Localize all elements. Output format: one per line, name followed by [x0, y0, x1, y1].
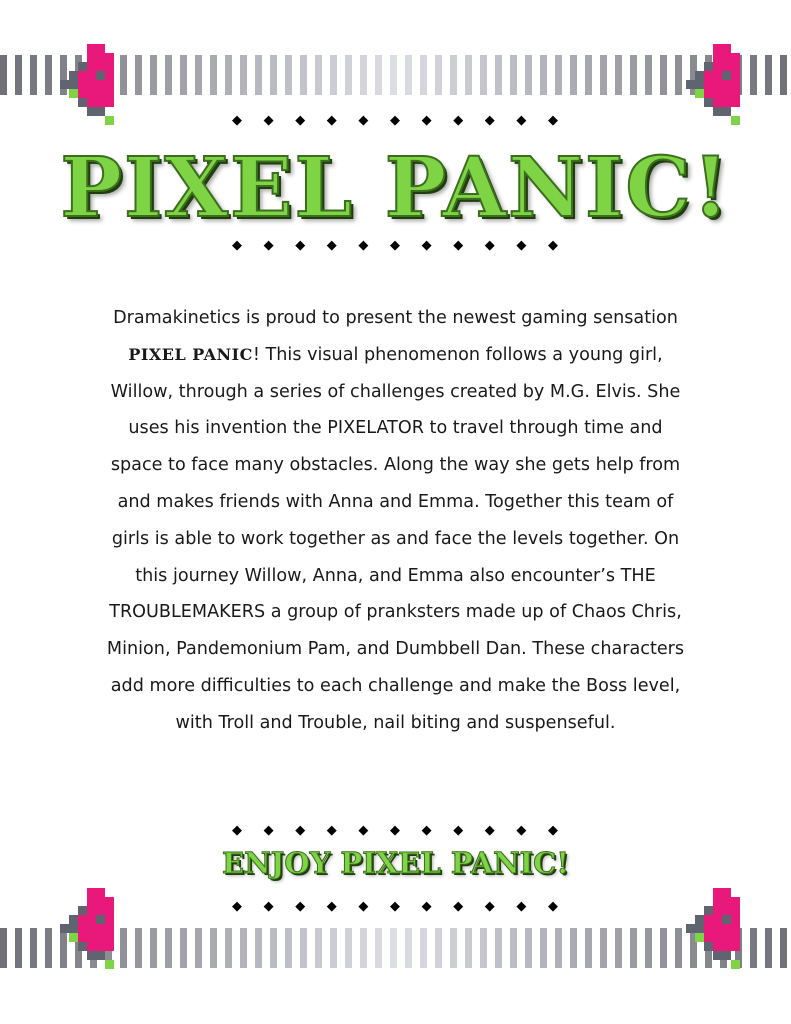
- diamond-bullet: ◆: [421, 238, 432, 253]
- stripe-bar: [765, 55, 772, 95]
- stripe-bar: [450, 928, 457, 968]
- stripe-bar: [375, 928, 382, 968]
- diamond-bullet: ◆: [484, 823, 495, 838]
- stripe-bar: [660, 928, 667, 968]
- sprite-pixel: [722, 942, 731, 951]
- stripe-bar: [15, 928, 22, 968]
- diamond-bullet: ◆: [358, 823, 369, 838]
- sprite-pixel: [713, 53, 722, 62]
- stripe-bar: [240, 55, 247, 95]
- diamond-bullet: ◆: [390, 899, 400, 914]
- stripe-bar: [330, 55, 337, 95]
- sprite-pixel: [695, 80, 704, 89]
- stripe-bar: [540, 55, 547, 95]
- diamond-bullet: ◆: [232, 238, 242, 253]
- sprite-pixel: [69, 71, 78, 80]
- diamond-bullet: ◆: [295, 113, 306, 128]
- sprite-pixel: [105, 942, 114, 951]
- sprite-pixel: [704, 942, 713, 951]
- stripe-bar: [15, 55, 22, 95]
- stripe-bar: [510, 928, 517, 968]
- sprite-pixel: [704, 80, 713, 89]
- stripe-bar: [210, 55, 217, 95]
- sprite-pixel: [713, 924, 722, 933]
- diamond-bullet: ◆: [516, 899, 527, 914]
- sprite-pixel: [87, 80, 96, 89]
- stripe-bar: [540, 928, 547, 968]
- sprite-pixel: [96, 888, 105, 897]
- stripe-bar: [180, 928, 187, 968]
- stripe-bar: [570, 928, 577, 968]
- description-inline-title: PIXEL PANIC: [128, 344, 253, 364]
- stripe-bar: [285, 928, 292, 968]
- sprite-pixel: [713, 888, 722, 897]
- stripe-bar: [465, 928, 472, 968]
- sprite-pixel: [731, 924, 740, 933]
- stripe-bar: [420, 55, 427, 95]
- description-lead: Dramakinetics is proud to present the newest gaming sensation: [113, 308, 678, 328]
- stripe-bar: [405, 55, 412, 95]
- diamond-row-bottom: [0, 897, 791, 917]
- sprite-pixel: [704, 933, 713, 942]
- sprite-pixel: [105, 98, 114, 107]
- diamond-bullet: ◆: [326, 899, 337, 914]
- sprite-pixel: [695, 924, 704, 933]
- stripe-bar: [165, 55, 172, 95]
- stripe-bar: [330, 928, 337, 968]
- diamond-bullet: ◆: [232, 899, 242, 914]
- sprite-pixel: [713, 44, 722, 53]
- sprite-pixel: [713, 89, 722, 98]
- sprite-pixel: [87, 89, 96, 98]
- sprite-pixel: [69, 924, 78, 933]
- stripe-bar: [405, 928, 412, 968]
- stripe-bar: [780, 55, 787, 95]
- sprite-pixel: [731, 80, 740, 89]
- diamond-bullet: ◆: [326, 238, 337, 253]
- sprite-pixel: [105, 71, 114, 80]
- sprite-pixel: [105, 960, 114, 969]
- stripe-bar: [270, 55, 277, 95]
- sprite-pixel: [713, 71, 722, 80]
- diamond-bullet: ◆: [516, 823, 527, 838]
- footer-title: ENJOY PIXEL PANIC!: [222, 846, 569, 880]
- stripe-bar: [45, 928, 52, 968]
- sprite-pixel: [96, 942, 105, 951]
- stripe-bar: [165, 928, 172, 968]
- sprite-pixel: [704, 71, 713, 80]
- stripe-bar: [630, 928, 637, 968]
- diamond-bullet: ◆: [295, 238, 306, 253]
- diamond-bullet: ◆: [263, 823, 274, 838]
- sprite-pixel: [731, 960, 740, 969]
- stripe-bar: [345, 928, 352, 968]
- diamond-bullet: ◆: [484, 238, 495, 253]
- sprite-pixel: [96, 62, 105, 71]
- stripe-bar: [390, 55, 397, 95]
- sprite-pixel: [731, 89, 740, 98]
- sprite-pixel: [78, 933, 87, 942]
- diamond-bullet: ◆: [390, 823, 400, 838]
- diamond-bullet: ◆: [421, 899, 432, 914]
- diamond-bullet: ◆: [421, 823, 432, 838]
- stripe-bar: [510, 55, 517, 95]
- stripe-bar: [240, 928, 247, 968]
- sprite-pixel: [722, 951, 731, 960]
- stripe-bar: [630, 55, 637, 95]
- stripe-bar: [315, 928, 322, 968]
- stripe-bar: [135, 55, 142, 95]
- sprite-pixel: [78, 89, 87, 98]
- diamond-row-above-footer: [0, 821, 791, 841]
- diamond-bullet: ◆: [453, 238, 464, 253]
- stripe-bar: [360, 55, 367, 95]
- sprite-pixel: [87, 53, 96, 62]
- diamond-bullet: ◆: [548, 113, 558, 128]
- stripe-bar: [750, 928, 757, 968]
- sprite-pixel: [686, 80, 695, 89]
- diamond-bullet: ◆: [453, 823, 464, 838]
- sprite-pixel: [96, 98, 105, 107]
- stripe-bar: [435, 928, 442, 968]
- stripe-bar: [150, 55, 157, 95]
- diamond-bullet: ◆: [453, 899, 464, 914]
- diamond-bullet: ◆: [358, 899, 369, 914]
- sprite-pixel: [722, 888, 731, 897]
- diamond-row-top: [0, 111, 791, 131]
- sprite-pixel: [713, 62, 722, 71]
- sprite-pixel: [722, 80, 731, 89]
- sprite-pixel: [87, 924, 96, 933]
- stripe-bar: [525, 55, 532, 95]
- stripe-bar: [150, 928, 157, 968]
- sprite-pixel: [722, 933, 731, 942]
- diamond-bullet: ◆: [295, 823, 306, 838]
- diamond-bullet: ◆: [516, 113, 527, 128]
- diamond-bullet: ◆: [548, 823, 558, 838]
- sprite-pixel: [731, 933, 740, 942]
- stripe-bar: [225, 928, 232, 968]
- sprite-pixel: [87, 98, 96, 107]
- sprite-pixel: [105, 933, 114, 942]
- sprite-pixel: [96, 89, 105, 98]
- stripe-bar: [360, 928, 367, 968]
- stripe-bar: [480, 55, 487, 95]
- stripe-bar: [495, 55, 502, 95]
- sprite-pixel: [87, 71, 96, 80]
- sprite-pixel: [105, 53, 114, 62]
- diamond-bullet: ◆: [263, 899, 274, 914]
- diamond-bullet: ◆: [295, 899, 306, 914]
- stripe-bar: [195, 55, 202, 95]
- sprite-pixel: [105, 89, 114, 98]
- sprite-pixel: [695, 933, 704, 942]
- sprite-pixel: [731, 53, 740, 62]
- sprite-pixel: [78, 98, 87, 107]
- sprite-pixel: [105, 62, 114, 71]
- sprite-pixel: [722, 53, 731, 62]
- page-title: PIXEL PANIC!: [60, 140, 731, 236]
- stripe-bar: [645, 928, 652, 968]
- stripe-bar: [465, 55, 472, 95]
- sprite-pixel: [96, 44, 105, 53]
- sprite-pixel: [87, 951, 96, 960]
- sprite-pixel: [78, 71, 87, 80]
- sprite-pixel: [78, 62, 87, 71]
- stripe-bar: [555, 928, 562, 968]
- stripe-bar: [225, 55, 232, 95]
- diamond-bullet: ◆: [421, 113, 432, 128]
- sprite-pixel: [731, 62, 740, 71]
- diamond-bullet: ◆: [326, 113, 337, 128]
- stripe-bar: [180, 55, 187, 95]
- sprite-pixel: [713, 942, 722, 951]
- sprite-pixel: [78, 942, 87, 951]
- sprite-pixel: [713, 80, 722, 89]
- sprite-pixel: [60, 80, 69, 89]
- sprite-pixel: [704, 98, 713, 107]
- stripe-bar: [555, 55, 562, 95]
- description-paragraph: [100, 300, 691, 742]
- stripe-bar: [600, 55, 607, 95]
- stripe-bar: [195, 928, 202, 968]
- sprite-pixel: [695, 71, 704, 80]
- stripe-bar: [570, 55, 577, 95]
- sprite-pixel: [87, 942, 96, 951]
- diamond-row-under-title: [0, 236, 791, 256]
- sprite-pixel: [105, 924, 114, 933]
- sprite-pixel: [87, 44, 96, 53]
- sprite-pixel: [713, 951, 722, 960]
- sprite-pixel: [78, 80, 87, 89]
- stripe-bar: [615, 55, 622, 95]
- diamond-bullet: ◆: [232, 823, 242, 838]
- sprite-pixel: [704, 62, 713, 71]
- sprite-pixel: [96, 53, 105, 62]
- stripe-bar: [270, 928, 277, 968]
- diamond-bullet: ◆: [232, 113, 242, 128]
- sprite-pixel: [722, 924, 731, 933]
- stripe-bar: [210, 928, 217, 968]
- stripe-bar: [315, 55, 322, 95]
- stripe-bar: [450, 55, 457, 95]
- sprite-pixel: [96, 933, 105, 942]
- diamond-bullet: ◆: [548, 899, 558, 914]
- sprite-pixel: [722, 98, 731, 107]
- sprite-pixel: [695, 89, 704, 98]
- sprite-pixel: [78, 924, 87, 933]
- stripe-bar: [390, 928, 397, 968]
- sprite-pixel: [87, 933, 96, 942]
- stripe-bar: [30, 55, 37, 95]
- stripe-bar: [285, 55, 292, 95]
- sprite-pixel: [96, 951, 105, 960]
- sprite-pixel: [60, 924, 69, 933]
- stripe-bar: [480, 928, 487, 968]
- stripe-bar: [600, 928, 607, 968]
- diamond-bullet: ◆: [326, 823, 337, 838]
- sprite-pixel: [722, 44, 731, 53]
- diamond-bullet: ◆: [390, 113, 400, 128]
- stripe-bar: [0, 55, 7, 95]
- stripe-bar: [645, 55, 652, 95]
- diamond-bullet: ◆: [358, 113, 369, 128]
- diamond-bullet: ◆: [263, 113, 274, 128]
- stripe-bar: [495, 928, 502, 968]
- diamond-bullet: ◆: [358, 238, 369, 253]
- stripe-bar: [255, 55, 262, 95]
- description-rest: ! This visual phenomenon follows a young girl, Willow, through a series of challenges created by M.G. Elvis. She uses his invention the PIXELATOR to travel through time and space to face many obstacles. Along the way she gets help from and makes friends with Anna and Emma. Together this team of girls is able to work together as and face the levels together. On this journey Willow, Anna, and Emma also encounter’s THE TROUBLEMAKERS a group of pranksters made up of Chaos Chris, Minion, Pandemonium Pam, and Dumbbell Dan. These characters add more difficulties to each challenge and make the Boss level, with Troll and Trouble, nail biting and suspenseful.: [106, 344, 685, 733]
- sprite-pixel: [96, 80, 105, 89]
- diamond-bullet: ◆: [484, 113, 495, 128]
- stripe-bar: [585, 928, 592, 968]
- sprite-pixel: [704, 89, 713, 98]
- diamond-bullet: ◆: [453, 113, 464, 128]
- stripe-bar: [375, 55, 382, 95]
- stripe-bar: [300, 55, 307, 95]
- diamond-bullet: ◆: [263, 238, 274, 253]
- stripe-bar: [45, 55, 52, 95]
- stripe-bar: [0, 928, 7, 968]
- sprite-pixel: [69, 80, 78, 89]
- stripe-bar: [750, 55, 757, 95]
- sprite-pixel: [722, 62, 731, 71]
- sprite-pixel: [722, 71, 731, 80]
- diamond-bullet: ◆: [548, 238, 558, 253]
- stripe-bar: [30, 928, 37, 968]
- diamond-bullet: ◆: [390, 238, 400, 253]
- sprite-pixel: [713, 933, 722, 942]
- stripe-bar: [420, 928, 427, 968]
- diamond-bullet: ◆: [484, 899, 495, 914]
- stripe-bar: [765, 928, 772, 968]
- sprite-pixel: [731, 98, 740, 107]
- sprite-pixel: [87, 62, 96, 71]
- sprite-pixel: [69, 89, 78, 98]
- stripe-bar: [780, 928, 787, 968]
- sprite-pixel: [713, 98, 722, 107]
- stripe-bar: [135, 928, 142, 968]
- stripe-bar: [585, 55, 592, 95]
- sprite-pixel: [69, 933, 78, 942]
- sprite-pixel: [722, 89, 731, 98]
- sprite-pixel: [87, 888, 96, 897]
- stripe-bar: [345, 55, 352, 95]
- stripe-bar: [300, 928, 307, 968]
- sprite-pixel: [105, 80, 114, 89]
- stripe-bar: [660, 55, 667, 95]
- sprite-pixel: [96, 924, 105, 933]
- stripe-bar: [615, 928, 622, 968]
- stripe-bar: [525, 928, 532, 968]
- sprite-pixel: [731, 942, 740, 951]
- diamond-bullet: ◆: [516, 238, 527, 253]
- stripe-bar: [435, 55, 442, 95]
- sprite-pixel: [686, 924, 695, 933]
- sprite-pixel: [704, 924, 713, 933]
- sprite-pixel: [96, 71, 105, 80]
- stripe-bar: [255, 928, 262, 968]
- sprite-pixel: [731, 71, 740, 80]
